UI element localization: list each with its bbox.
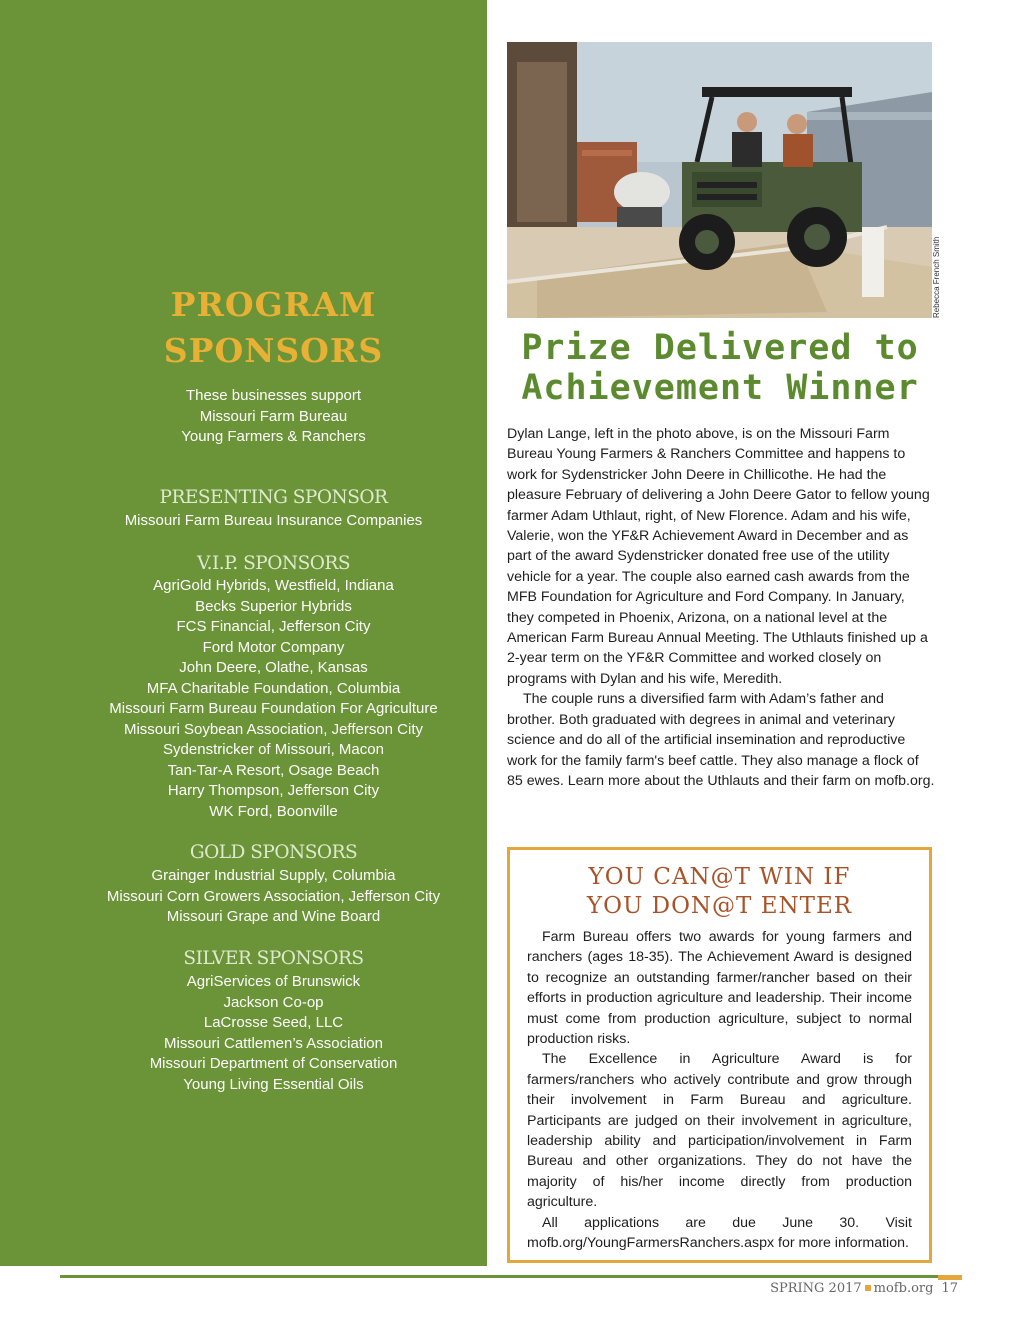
- site-link[interactable]: mofb.org: [873, 1281, 934, 1296]
- silver-sponsors-list: [60, 972, 487, 1095]
- sponsor-item: MFA Charitable Foundation, Columbia: [146, 679, 401, 697]
- photo-illustration: [507, 42, 932, 318]
- page-number: 17: [941, 1281, 958, 1296]
- article-paragraph: Dylan Lange, left in the photo above, is on the Missouri Farm Bureau Young Farmers & Ranchers Committee and happens to work for Sydenstricker John Deere in Chillicothe. He had the pleasure February of delivering a John Deere Gator to fellow young farmer Adam Uthlaut, right, of New Florence. Adam and his wife, Valerie, won the YF&R Achievement Award in December and as part of the award Sydenstricker donated free use of the utility vehicle for a year. The couple also earned cash awards from the MFB Foundation for Agriculture and Ford Company. In January, they competed in Phoenix, Arizona, on a national level at the American Farm Bureau Annual Meeting. The Uthlauts finished up a 2-year term on the YF&R Committee and worked closely on programs with Dylan and his wife, Meredith.: [507, 426, 930, 687]
- sponsor-item: FCS Financial, Jefferson City: [176, 618, 371, 635]
- article-paragraph: The couple runs a diversified farm with Adam’s father and brother. Both graduated with degrees in animal and veterinary science and do all of the artificial insemination and reproductive work for the family farm's beef cattle. They also manage a flock of 85 ewes. Learn more about the Uthlauts and their farm on mofb.org.: [507, 691, 935, 789]
- presenting-sponsor-heading: PRESENTING SPONSOR: [159, 487, 388, 508]
- separator-dot-icon: [865, 1285, 871, 1291]
- gold-sponsors-heading: GOLD SPONSORS: [189, 842, 358, 863]
- callout-paragraph: All applications are due June 30. Visit mofb.org/YoungFarmersRanchers.aspx for more information.: [527, 1214, 912, 1252]
- sponsor-item: Jackson Co-op: [223, 993, 324, 1011]
- sponsors-title: PROGRAM SPONSORS: [163, 285, 384, 370]
- sponsor-item: AgriServices of Brunswick: [186, 973, 361, 990]
- article-body: [507, 424, 935, 791]
- sponsor-item: Grainger Industrial Supply, Columbia: [151, 867, 396, 884]
- callout-title: YOU CAN@T WIN IF YOU DON@T ENTER: [586, 864, 853, 919]
- sponsor-item: Tan-Tar-A Resort, Osage Beach: [167, 761, 380, 779]
- sponsor-item: Becks Superior Hybrids: [195, 597, 352, 615]
- sponsor-item: Missouri Corn Growers Association, Jefferson City: [106, 887, 441, 905]
- vip-sponsors-heading: V.I.P. SPONSORS: [196, 553, 351, 574]
- gator-delivery-photo: [507, 42, 932, 318]
- awards-callout-box: [507, 847, 932, 1263]
- silver-sponsors-heading: SILVER SPONSORS: [183, 948, 364, 969]
- page-footer: [770, 1281, 958, 1296]
- sponsor-item: Harry Thompson, Jefferson City: [167, 782, 380, 799]
- sponsor-item: AgriGold Hybrids, Westfield, Indiana: [153, 577, 394, 594]
- sponsor-item: John Deere, Olathe, Kansas: [179, 659, 368, 676]
- callout-body: [527, 927, 912, 1254]
- sponsor-item: Young Living Essential Oils: [183, 1075, 364, 1093]
- sponsor-item: Missouri Department of Conservation: [149, 1055, 398, 1072]
- sponsor-item: Missouri Grape and Wine Board: [166, 908, 381, 925]
- footer-accent-bar: [938, 1275, 962, 1280]
- sponsor-item: WK Ford, Boonville: [209, 802, 338, 820]
- callout-paragraph: Farm Bureau offers two awards for young farmers and ranchers (ages 18-35). The Achievement Award is designed to recognize an outstanding farmer/rancher based on their efforts in production agriculture and leadership. Their income must come from production agriculture, subject to normal production risks.: [527, 929, 912, 1048]
- gold-sponsors-list: [60, 866, 487, 928]
- sponsor-item: Sydenstricker of Missouri, Macon: [163, 741, 384, 758]
- sponsor-item: Ford Motor Company: [202, 638, 345, 656]
- sponsor-item: LaCrosse Seed, LLC: [203, 1014, 344, 1031]
- vip-sponsors-list: [60, 576, 487, 822]
- article-headline: Prize Delivered to Achievement Winner: [521, 328, 919, 408]
- sponsor-item: Missouri Farm Bureau Insurance Companies: [124, 512, 423, 529]
- sponsors-intro: These businesses support Missouri Farm Bureau Young Farmers & Ranchers: [181, 387, 366, 445]
- sponsor-item: Missouri Farm Bureau Foundation For Agriculture: [109, 700, 438, 717]
- sponsors-sidebar: [0, 0, 487, 1266]
- issue-label: SPRING 2017: [770, 1281, 862, 1296]
- footer-rule: [60, 1275, 962, 1278]
- callout-paragraph: The Excellence in Agriculture Award is for farmers/ranchers who actively contribute and grow through their involvement in Farm Bureau and agriculture. Participants are judged on their involvement in agriculture, leadership ability and participation/involvement in Farm Bureau and other organizations. They do not have the majority of his/her income directly from production agriculture.: [527, 1051, 912, 1211]
- sponsor-item: Missouri Soybean Association, Jefferson City: [123, 720, 424, 738]
- presenting-sponsor-list: [60, 511, 487, 532]
- photo-credit: Rebecca French Smith: [932, 236, 941, 318]
- sponsor-item: Missouri Cattlemen’s Association: [164, 1034, 383, 1052]
